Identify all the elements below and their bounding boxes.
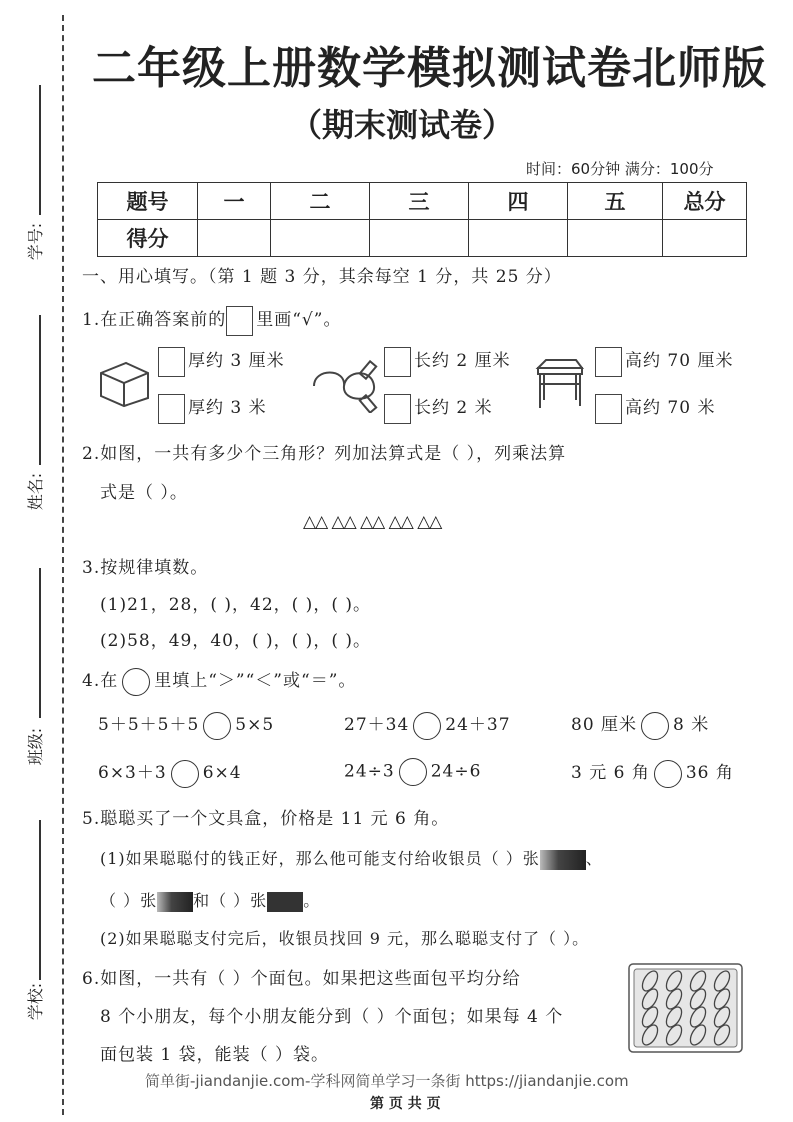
- checkbox[interactable]: [384, 347, 411, 377]
- q1-option[interactable]: [384, 393, 493, 424]
- q5-part1-cont: [100, 888, 320, 912]
- text: （ ）张: [100, 891, 158, 910]
- name-label: 姓名:: [26, 472, 46, 511]
- watermark-footer: 简单街-jiandanjie.com-学科网简单学习一条街 https://jiandanjie.com: [145, 1072, 629, 1090]
- option-label: 厚约 3 厘米: [188, 351, 285, 371]
- q5-part2: (2)如果聪聪支付完后，收银员找回 9 元，那么聪聪支付了（ ）。: [100, 929, 590, 948]
- field-line: [39, 315, 41, 465]
- student-id-label: 学号:: [26, 222, 46, 261]
- left-expr: 3 元 6 角: [571, 763, 650, 783]
- page-title: 二年级上册数学模拟测试卷北师版: [92, 43, 767, 94]
- q1-option[interactable]: [158, 346, 285, 377]
- q5-title: 5.聪聪买了一个文具盒，价格是 11 元 6 角。: [82, 809, 450, 829]
- left-expr: 6×3＋3: [98, 763, 167, 783]
- q6-line3: 面包装 1 袋，能装（ ）袋。: [100, 1045, 330, 1065]
- option-label: 厚约 3 米: [188, 398, 267, 418]
- q1-option[interactable]: [384, 346, 511, 377]
- answer-circle[interactable]: [413, 712, 441, 740]
- q3-part1: (1)21，28，( )，42，( )，( )。: [100, 595, 371, 615]
- header-cell: 五: [568, 183, 663, 220]
- answer-circle[interactable]: [641, 712, 669, 740]
- triangles-figure: △△ △△ △△ △△ △△: [303, 512, 442, 532]
- answer-circle[interactable]: [399, 758, 427, 786]
- score-table: [97, 182, 747, 257]
- checkbox[interactable]: [595, 394, 622, 424]
- field-line: [39, 568, 41, 718]
- q1-option[interactable]: [595, 393, 715, 424]
- text: (1)如果聪聪付的钱正好，那么他可能支付给收银员（ ）张: [100, 849, 540, 868]
- score-cell[interactable]: [370, 220, 469, 257]
- compare-item: [98, 758, 242, 788]
- compare-item: [344, 710, 511, 740]
- banknote-1-jiao-icon: [267, 892, 303, 912]
- header-cell: 三: [370, 183, 469, 220]
- text: 、: [585, 849, 603, 868]
- score-cell[interactable]: [568, 220, 663, 257]
- right-expr: 6×4: [202, 763, 242, 783]
- q1-prefix: 1.在正确答案前的: [82, 310, 227, 330]
- compare-item: [344, 758, 481, 786]
- q6-line1: 6.如图，一共有（ ）个面包。如果把这些面包平均分给: [82, 969, 521, 989]
- header-cell: 四: [469, 183, 568, 220]
- school-label: 学校:: [26, 982, 46, 1021]
- banknote-10-yuan-icon: [540, 850, 586, 870]
- option-label: 长约 2 米: [414, 398, 493, 418]
- class-label: 班级:: [26, 727, 46, 766]
- header-cell: 总分: [663, 183, 747, 220]
- q1-text: [82, 305, 341, 336]
- page-number: 第 页 共 页: [370, 1096, 441, 1112]
- compare-circle: [122, 668, 150, 696]
- option-label: 高约 70 米: [625, 398, 716, 418]
- q1-option[interactable]: [595, 346, 733, 377]
- score-cell[interactable]: [198, 220, 271, 257]
- checkbox[interactable]: [595, 347, 622, 377]
- answer-circle[interactable]: [654, 760, 682, 788]
- score-cell[interactable]: [469, 220, 568, 257]
- compare-item: [571, 710, 709, 740]
- q3-part2: (2)58，49，40，( )，( )，( )。: [100, 631, 371, 651]
- left-expr: 24÷3: [344, 761, 395, 782]
- page-subtitle: （期末测试卷）: [290, 106, 515, 144]
- answer-box: [226, 306, 253, 336]
- jump-rope-icon: [306, 358, 382, 413]
- dictionary-icon: [96, 358, 156, 408]
- left-expr: 27＋34: [344, 715, 410, 735]
- answer-circle[interactable]: [203, 712, 231, 740]
- option-label: 长约 2 厘米: [414, 351, 511, 371]
- compare-item: [98, 710, 274, 740]
- q2-line1: 2.如图，一共有多少个三角形？列加法算式是（ ），列乘法算: [82, 444, 567, 464]
- q1-suffix: 里画“√”。: [256, 310, 342, 330]
- q3-title: 3.按规律填数。: [82, 558, 209, 578]
- q4-prefix: 4.在: [82, 671, 119, 691]
- left-expr: 5＋5＋5＋5: [98, 715, 200, 735]
- header-cell: 一: [198, 183, 271, 220]
- field-line: [39, 85, 41, 215]
- q6-line2: 8 个小朋友，每个小朋友能分到（ ）个面包；如果每 4 个: [100, 1007, 564, 1027]
- q1-option[interactable]: [158, 393, 267, 424]
- header-cell: 二: [271, 183, 370, 220]
- right-expr: 24÷6: [430, 761, 482, 782]
- banknote-1-yuan-icon: [157, 892, 193, 912]
- score-cell[interactable]: [271, 220, 370, 257]
- field-line: [39, 820, 41, 980]
- right-expr: 8 米: [673, 715, 710, 735]
- compare-item: [571, 758, 734, 788]
- q2-line2: 式是（ ）。: [100, 483, 188, 503]
- q4-text: [82, 666, 356, 696]
- text: 和（ ）张: [193, 891, 268, 910]
- q5-part1: [100, 846, 603, 870]
- checkbox[interactable]: [384, 394, 411, 424]
- desk-icon: [532, 356, 587, 411]
- exam-meta: 时间：60分钟 满分：100分: [526, 160, 714, 178]
- bread-tray-icon: [628, 963, 743, 1053]
- q4-suffix: 里填上“＞”“＜”或“＝”。: [154, 671, 357, 691]
- text: 。: [303, 891, 321, 910]
- section-1-heading: 一、用心填写。（第 1 题 3 分，其余每空 1 分，共 25 分）: [82, 267, 562, 287]
- header-cell: 题号: [98, 183, 198, 220]
- right-expr: 24＋37: [445, 715, 511, 735]
- score-cell[interactable]: [663, 220, 747, 257]
- option-label: 高约 70 厘米: [625, 351, 734, 371]
- checkbox[interactable]: [158, 347, 185, 377]
- left-expr: 80 厘米: [571, 715, 638, 735]
- right-expr: 36 角: [685, 763, 734, 783]
- answer-circle[interactable]: [171, 760, 199, 788]
- right-expr: 5×5: [235, 715, 275, 735]
- checkbox[interactable]: [158, 394, 185, 424]
- binding-dashed-line: [62, 15, 64, 1115]
- row-label: 得分: [98, 220, 198, 257]
